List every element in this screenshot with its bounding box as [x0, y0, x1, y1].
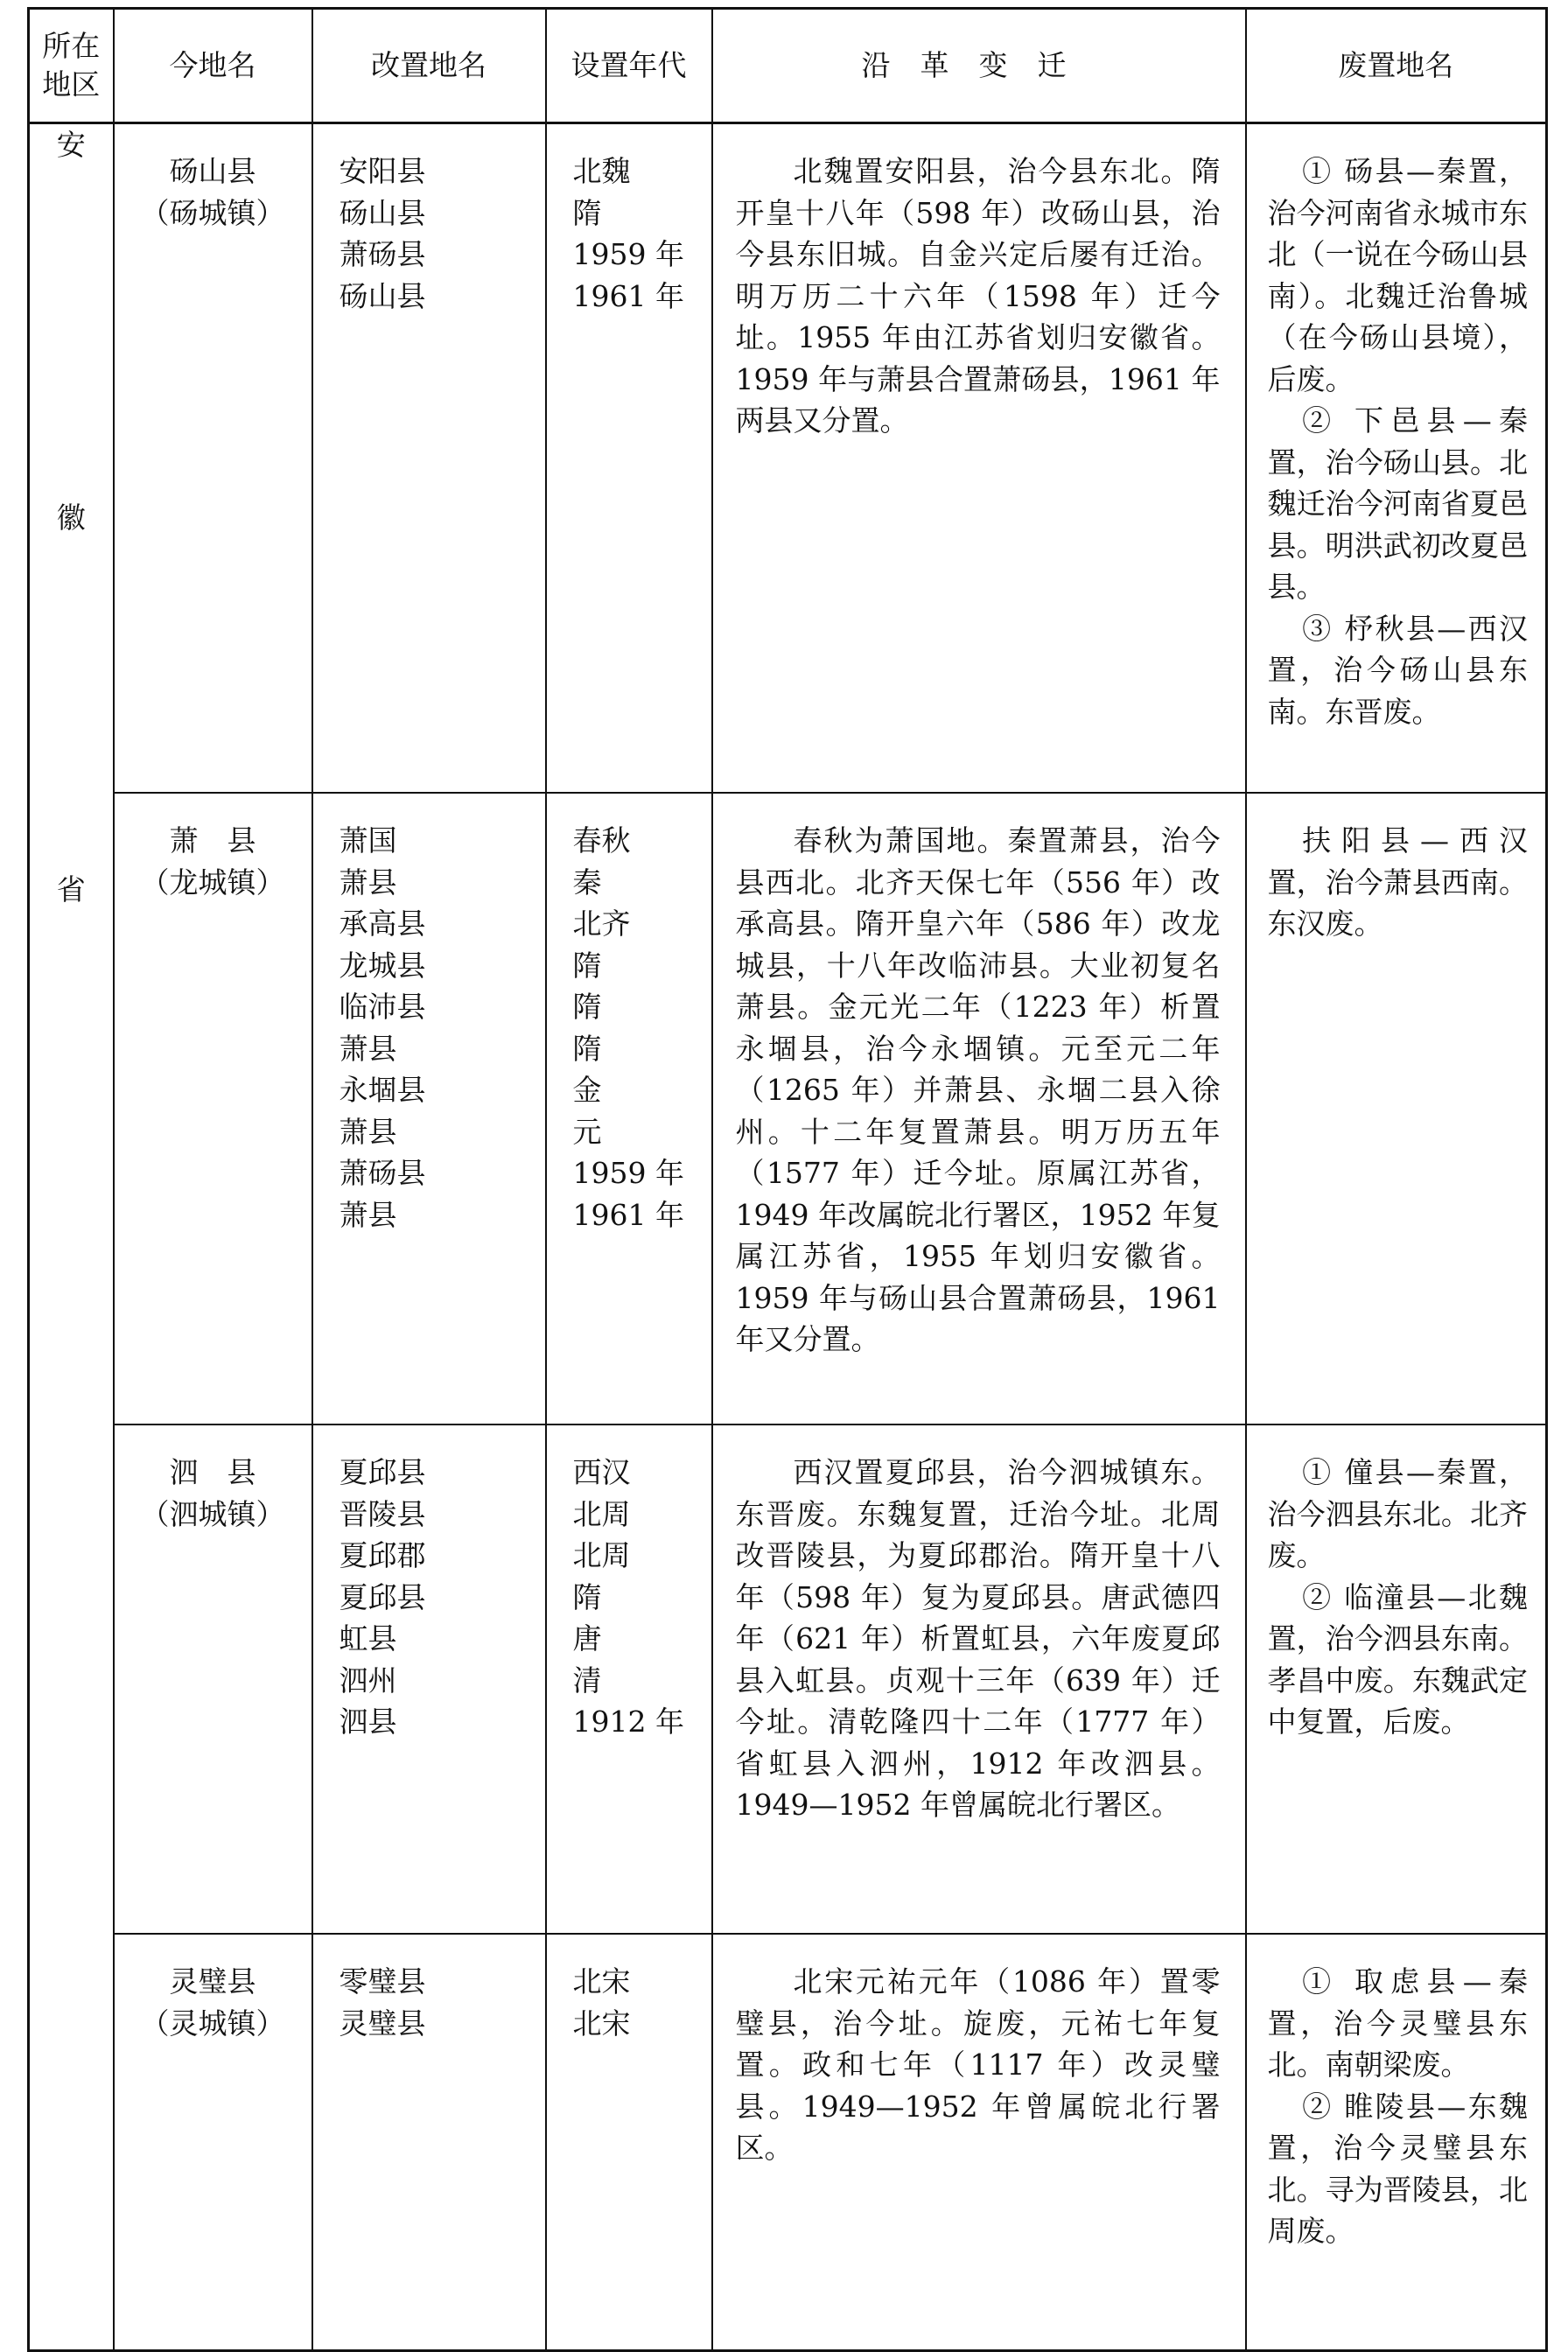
former-name: 夏邱县: [339, 1455, 426, 1489]
county-seat: （砀城镇）: [140, 195, 285, 230]
header-region: [29, 9, 114, 123]
former-name: 夏邱郡: [339, 1538, 426, 1572]
current-name: 萧 县: [169, 823, 256, 858]
history-cell: [712, 123, 1246, 794]
region-cell: [29, 123, 114, 2351]
abolished-cell: [1246, 123, 1547, 794]
current-name-cell: [114, 1934, 312, 2351]
current-name-cell: [114, 793, 312, 1424]
header-row: [29, 9, 1547, 123]
header-abolished: 废置地名: [1246, 9, 1547, 123]
history-cell: [712, 1934, 1246, 2351]
abolished-cell: [1246, 1934, 1547, 2351]
former-name: 临沛县: [339, 990, 426, 1024]
era: 隋: [572, 195, 602, 230]
history-cell: [712, 1424, 1246, 1934]
former-name: 承高县: [339, 906, 426, 941]
abolished-entry: ② 睢陵县—东魏置，治今灵璧县东北。寻为晋陵县，北周废。: [1267, 2089, 1528, 2248]
former-names-cell: [312, 793, 546, 1424]
history-text: 北魏置安阳县，治今县东北。隋开皇十八年（598 年）改砀山县，治今县东旧城。自金兴定后屡有迁治。明万历二十六年（1598 年）迁今址。1955 年由江苏省划归安徽省。1959 年与萧县合置萧砀县，1961 年两县又分置。: [735, 154, 1221, 438]
era: 北周: [572, 1538, 631, 1572]
era: 隋: [572, 948, 602, 983]
current-name: 灵璧县: [169, 1964, 256, 1998]
former-name: 萧县: [339, 1031, 397, 1066]
abolished-entry: 扶阳县—西汉置，治今萧县西南。东汉废。: [1267, 823, 1528, 941]
abolished-entry: ③ 杼秋县—西汉置，治今砀山县东南。东晋废。: [1267, 611, 1528, 729]
era: 北宋: [572, 2006, 631, 2040]
current-name-cell: [114, 1424, 312, 1934]
county-seat: （灵城镇）: [140, 2006, 285, 2040]
former-name: 泗州: [339, 1662, 397, 1698]
abolished-entry: ① 僮县—秦置，治今泗县东北。北齐废。: [1267, 1455, 1528, 1572]
history-text: 春秋为萧国地。秦置萧县，治今县西北。北齐天保七年（556 年）改承高县。隋开皇六年（586 年）改龙城县，十八年改临沛县。大业初复名萧县。金元光二年（1223 年）析置永堌县，治今永堌镇。元至元二年（1265 年）并萧县、永堌二县入徐州。十二年复置萧县。明万历五年（1577 年）迁今址。原属江苏省，1949 年改属皖北行署区，1952 年复属江苏省，1955 年划归安徽省。1959 年与砀山县合置萧砀县，1961 年又分置。: [735, 823, 1221, 1356]
former-name: 萧砀县: [339, 1156, 426, 1190]
county-seat: （龙城镇）: [140, 864, 285, 900]
era-cell: [546, 793, 712, 1424]
former-name: 萧县: [339, 1114, 397, 1149]
header-former-name: 改置地名: [312, 9, 546, 123]
history-text: 北宋元祐元年（1086 年）置零璧县，治今址。旋废，元祐七年复置。政和七年（1117 年）改灵璧县。1949—1952 年曾属皖北行署区。: [735, 1964, 1221, 2165]
era-cell: [546, 123, 712, 794]
table-row: [29, 1424, 1547, 1934]
header-region-line2: 地区: [42, 67, 101, 102]
former-name: 晋陵县: [339, 1496, 426, 1531]
former-name: 零璧县: [339, 1964, 426, 1998]
era: 清: [572, 1662, 602, 1698]
current-name: 砀山县: [169, 154, 256, 188]
era: 隋: [572, 1031, 602, 1066]
era: 隋: [572, 1579, 602, 1614]
former-name: 砀山县: [339, 195, 426, 230]
era: 北齐: [572, 906, 631, 941]
era-cell: [546, 1934, 712, 2351]
county-seat: （泗城镇）: [140, 1496, 285, 1531]
former-name: 虹县: [339, 1621, 397, 1656]
region-char: 省: [56, 872, 86, 906]
former-name: 永堌县: [339, 1073, 426, 1107]
former-name: 泗县: [339, 1704, 397, 1739]
region-char: 安: [56, 128, 86, 162]
former-name: 安阳县: [339, 154, 426, 188]
era: 隋: [572, 990, 602, 1024]
abolished-cell: [1246, 793, 1547, 1424]
former-name: 萧砀县: [339, 237, 426, 271]
current-name: 泗 县: [169, 1455, 256, 1489]
former-name: 龙城县: [339, 948, 426, 983]
abolished-entry: ② 临潼县—北魏置，治今泗县东南。孝昌中废。东魏武定中复置，后废。: [1267, 1579, 1528, 1739]
era-cell: [546, 1424, 712, 1934]
era: 金: [572, 1073, 602, 1107]
era: 西汉: [572, 1455, 631, 1489]
header-region-line1: 所在: [42, 29, 101, 63]
former-names-cell: [312, 1424, 546, 1934]
header-history: 沿革变迁: [712, 9, 1246, 123]
era: 1912 年: [572, 1704, 684, 1739]
era: 唐: [572, 1621, 602, 1656]
abolished-entry: ① 砀县—秦置，治今河南省永城市东北（一说在今砀山县南）。北魏迁治鲁城（在今砀山县境），后废。: [1267, 154, 1528, 396]
former-name: 萧县: [339, 864, 397, 900]
era: 北宋: [572, 1964, 631, 1998]
former-name: 夏邱县: [339, 1579, 426, 1614]
era: 1961 年: [572, 1197, 684, 1232]
era: 1959 年: [572, 1156, 684, 1190]
table-row: [29, 793, 1547, 1424]
table-row: [29, 123, 1547, 794]
former-name: 萧国: [339, 823, 397, 858]
former-name: 砀山县: [339, 278, 426, 313]
era: 1959 年: [572, 237, 684, 271]
current-name-cell: [114, 123, 312, 794]
former-names-cell: [312, 123, 546, 794]
abolished-entry: ① 取虑县—秦置，治今灵璧县东北。南朝梁废。: [1267, 1964, 1528, 2082]
former-names-cell: [312, 1934, 546, 2351]
header-era: 设置年代: [546, 9, 712, 123]
abolished-cell: [1246, 1424, 1547, 1934]
table-row: [29, 1934, 1547, 2351]
abolished-entry: ② 下邑县—秦置，治今砀山县。北魏迁治今河南省夏邑县。明洪武初改夏邑县。: [1267, 403, 1528, 604]
header-current-name: 今地名: [114, 9, 312, 123]
era: 元: [572, 1114, 602, 1149]
former-name: 灵璧县: [339, 2006, 426, 2040]
history-text: 西汉置夏邱县，治今泗城镇东。东晋废。东魏复置，迁治今址。北周改晋陵县，为夏邱郡治。隋开皇十八年（598 年）复为夏邱县。唐武德四年（621 年）析置虹县，六年废夏邱县入虹县。贞观十三年（639 年）迁今址。清乾隆四十二年（1777 年）省虹县入泗州，1912 年改泗县。1949—1952 年曾属皖北行署区。: [735, 1455, 1221, 1822]
era: 北魏: [572, 154, 631, 188]
era: 秦: [572, 864, 602, 900]
era: 1961 年: [572, 278, 684, 313]
former-name: 萧县: [339, 1197, 397, 1232]
history-cell: [712, 793, 1246, 1424]
era: 春秋: [572, 823, 631, 858]
era: 北周: [572, 1496, 631, 1531]
place-name-table: [27, 7, 1548, 2352]
region-char: 徽: [56, 500, 86, 535]
